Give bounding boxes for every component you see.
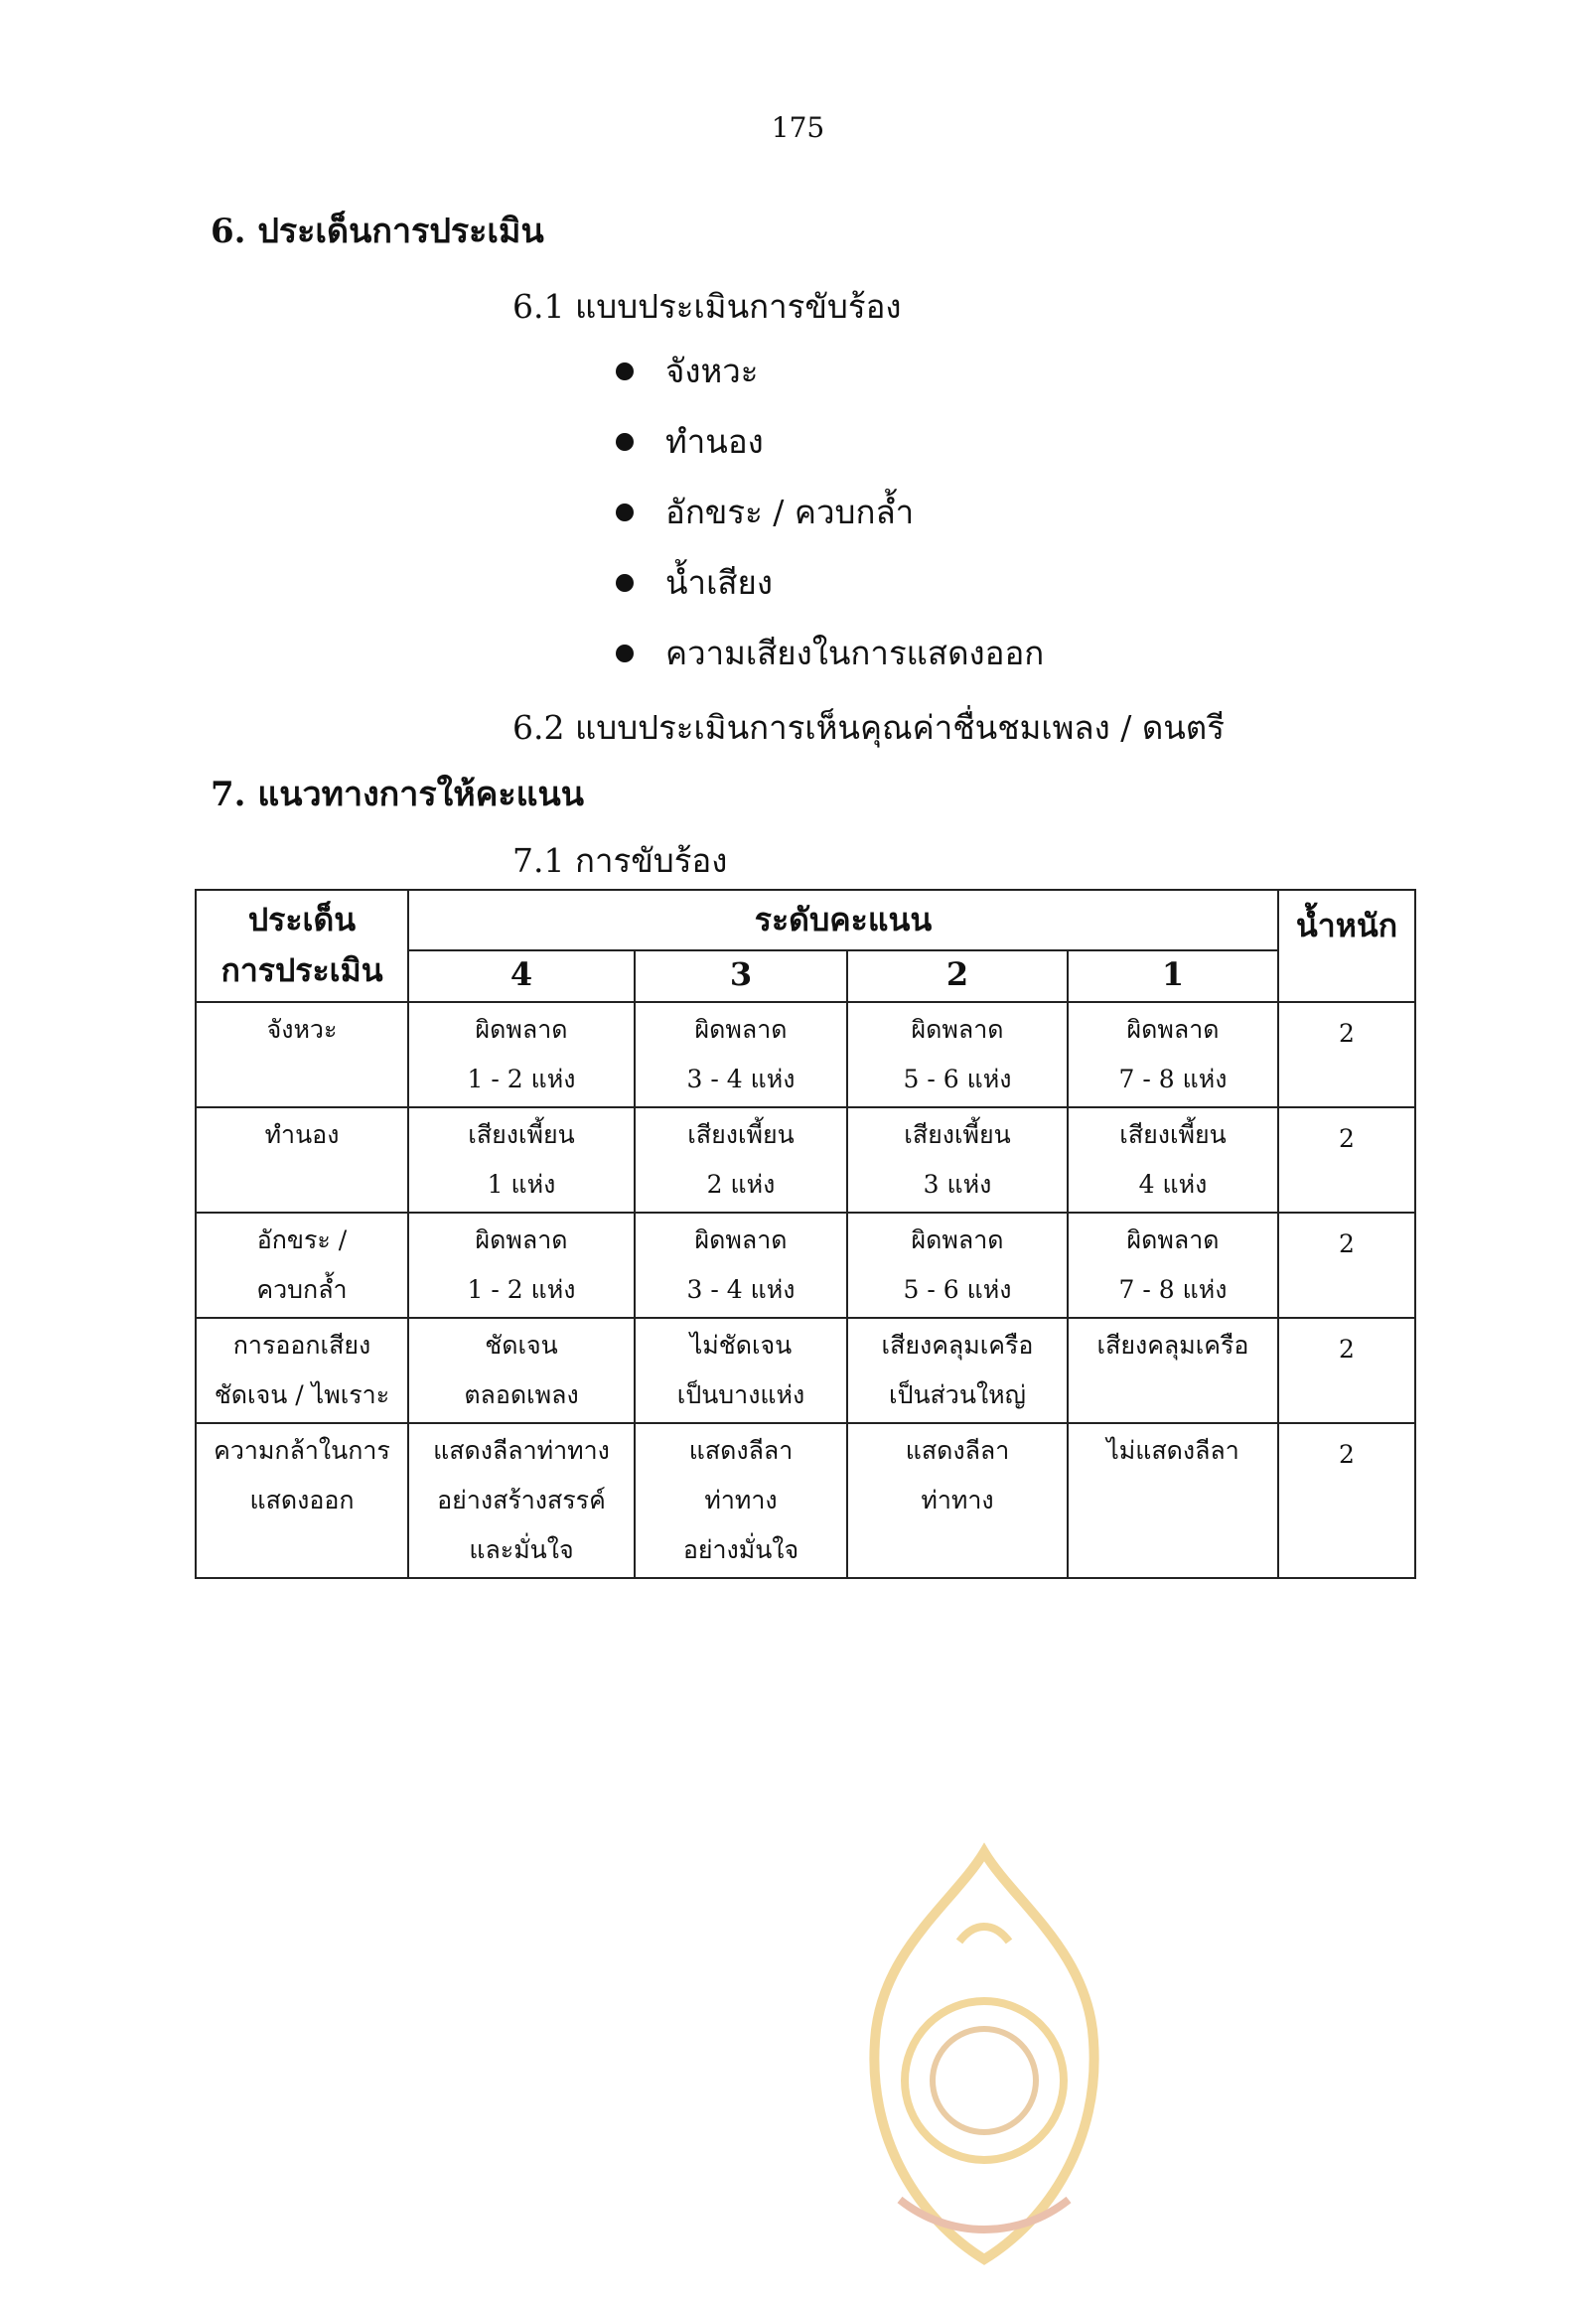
bullet-dot-icon bbox=[616, 433, 634, 451]
level-3-cell: ผิดพลาด 3 - 4 แห่ง bbox=[635, 1002, 847, 1107]
level-4-cell: แสดงลีลาท่าทาง อย่างสร้างสรรค์ และมั่นใจ bbox=[408, 1423, 635, 1578]
table-row bbox=[196, 1318, 1415, 1423]
level-2-cell: แสดงลีลา ท่าทาง bbox=[847, 1423, 1068, 1578]
level-3-header: 3 bbox=[635, 950, 847, 1002]
level-2-cell: เสียงเพี้ยน 3 แห่ง bbox=[847, 1107, 1068, 1213]
bullet-item: อักขระ / ควบกล้ำ bbox=[616, 477, 1044, 547]
level-3-cell: เสียงเพี้ยน 2 แห่ง bbox=[635, 1107, 847, 1213]
level-2-cell: ผิดพลาด 5 - 6 แห่ง bbox=[847, 1002, 1068, 1107]
criteria-cell: ทำนอง bbox=[196, 1107, 408, 1213]
level-2-cell: ผิดพลาด 5 - 6 แห่ง bbox=[847, 1213, 1068, 1318]
weight-cell: 2 bbox=[1278, 1318, 1415, 1423]
level-3-cell: แสดงลีลา ท่าทาง อย่างมั่นใจ bbox=[635, 1423, 847, 1578]
criteria-cell: การออกเสียง ชัดเจน / ไพเราะ bbox=[196, 1318, 408, 1423]
section-7-title: 7. แนวทางการให้คะแนน bbox=[211, 775, 585, 814]
criteria-header: ประเด็น การประเมิน bbox=[196, 890, 408, 1002]
level-1-cell: ผิดพลาด 7 - 8 แห่ง bbox=[1068, 1002, 1278, 1107]
level-1-cell: เสียงคลุมเครือ bbox=[1068, 1318, 1278, 1423]
weight-header: น้ำหนัก bbox=[1278, 890, 1415, 1002]
level-1-header: 1 bbox=[1068, 950, 1278, 1002]
table-header-row bbox=[196, 890, 1415, 950]
bullet-dot-icon bbox=[616, 362, 634, 380]
bullet-dot-icon bbox=[616, 645, 634, 662]
bullet-dot-icon bbox=[616, 574, 634, 592]
weight-cell: 2 bbox=[1278, 1423, 1415, 1578]
section-6-title: 6. ประเด็นการประเมิน bbox=[211, 212, 544, 251]
level-4-cell: ผิดพลาด 1 - 2 แห่ง bbox=[408, 1002, 635, 1107]
weight-cell: 2 bbox=[1278, 1213, 1415, 1318]
bullet-item: ความเสียงในการแสดงออก bbox=[616, 618, 1044, 688]
table-row bbox=[196, 1213, 1415, 1318]
weight-cell: 2 bbox=[1278, 1002, 1415, 1107]
level-4-cell: ผิดพลาด 1 - 2 แห่ง bbox=[408, 1213, 635, 1318]
level-1-cell: เสียงเพี้ยน 4 แห่ง bbox=[1068, 1107, 1278, 1213]
criteria-cell: อักขระ / ควบกล้ำ bbox=[196, 1213, 408, 1318]
bullet-item: ทำนอง bbox=[616, 406, 1044, 477]
levels-header: ระดับคะแนน bbox=[408, 890, 1278, 950]
rubric-table bbox=[195, 889, 1416, 1579]
table-row bbox=[196, 1002, 1415, 1107]
section-7-1-title: 7.1 การขับร้อง bbox=[512, 841, 728, 880]
level-1-cell: ไม่แสดงลีลา bbox=[1068, 1423, 1278, 1578]
level-3-cell: ผิดพลาด 3 - 4 แห่ง bbox=[635, 1213, 847, 1318]
section-6-2-title: 6.2 แบบประเมินการเห็นคุณค่าชื่นชมเพลง / ดนตรี bbox=[512, 708, 1225, 747]
criteria-cell: จังหวะ bbox=[196, 1002, 408, 1107]
section-6-1-title: 6.1 แบบประเมินการขับร้อง bbox=[512, 287, 902, 326]
level-3-cell: ไม่ชัดเจน เป็นบางแห่ง bbox=[635, 1318, 847, 1423]
bullet-item: จังหวะ bbox=[616, 336, 1044, 406]
level-4-header: 4 bbox=[408, 950, 635, 1002]
scoring-rubric bbox=[195, 889, 1414, 1579]
level-2-cell: เสียงคลุมเครือ เป็นส่วนใหญ่ bbox=[847, 1318, 1068, 1423]
level-4-cell: ชัดเจน ตลอดเพลง bbox=[408, 1318, 635, 1423]
level-2-header: 2 bbox=[847, 950, 1068, 1002]
table-row bbox=[196, 1423, 1415, 1578]
criteria-bullet-list bbox=[616, 336, 1044, 688]
page-number: 175 bbox=[771, 111, 825, 144]
weight-cell: 2 bbox=[1278, 1107, 1415, 1213]
table-row bbox=[196, 1107, 1415, 1213]
criteria-cell: ความกล้าในการ แสดงออก bbox=[196, 1423, 408, 1578]
level-1-cell: ผิดพลาด 7 - 8 แห่ง bbox=[1068, 1213, 1278, 1318]
school-seal-icon bbox=[840, 1842, 1128, 2279]
bullet-item: น้ำเสียง bbox=[616, 547, 1044, 618]
bullet-dot-icon bbox=[616, 504, 634, 521]
level-4-cell: เสียงเพี้ยน 1 แห่ง bbox=[408, 1107, 635, 1213]
